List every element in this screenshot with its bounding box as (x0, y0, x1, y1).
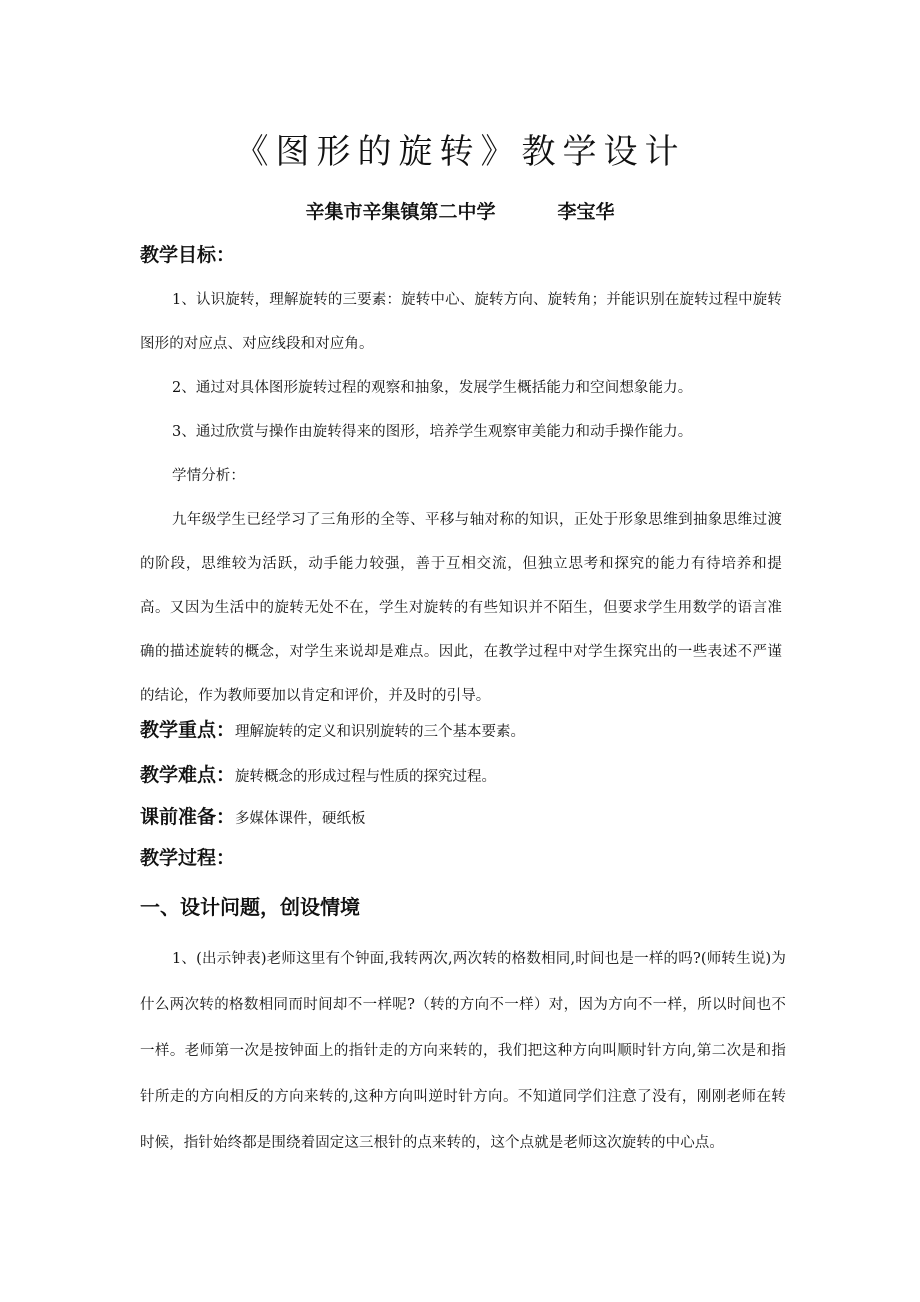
objective-item-1: 1、认识旋转，理解旋转的三要素：旋转中心、旋转方向、旋转角；并能识别在旋转过程中旋转图形的对应点、对应线段和对应角。 (140, 292, 782, 352)
section1-text: 1、(出示钟表)老师这里有个钟面,我转两次,两次转的格数相同,时间也是一样的吗?(师转生说)为什么两次转的格数相同而时间却不一样呢?（转的方向不一样）对，因为方向不一样，所以时间也不一样。老师第一次是按钟面上的指针走的方向来转的，我们把这种方向叫顺时针方向,第二次是和指针所走的方向相反的方向来转的,这种方向叫逆时针方向。不知道同学们注意了没有，刚刚老师在转时候，指针始终都是围绕着固定这三根针的点来转的，这个点就是老师这次旋转的中心点。 (140, 951, 786, 1151)
document-title: 《图形的旋转》教学设计 (234, 132, 686, 172)
objectives-heading: 教学目标： (140, 244, 236, 266)
section1-heading: 一、设计问题，创设情境 (140, 895, 360, 919)
preparation-label: 课前准备： (140, 806, 236, 828)
objective-item-2: 2、通过对具体图形旋转过程的观察和抽象，发展学生概括能力和空间想象能力。 (172, 380, 693, 396)
difficulty-label: 教学难点： (140, 764, 236, 786)
difficulty-row (140, 760, 496, 792)
key-point-row (140, 715, 525, 747)
objective-item-3: 3、通过欣赏与操作由旋转得来的图形，培养学生观察审美能力和动手操作能力。 (172, 424, 693, 440)
analysis-text: 九年级学生已经学习了三角形的全等、平移与轴对称的知识，正处于形象思维到抽象思维过渡的阶段，思维较为活跃，动手能力较强，善于互相交流，但独立思考和探究的能力有待培养和提高。又因为生活中的旋转无处不在，学生对旋转的有些知识并不陌生，但要求学生用数学的语言准确的描述旋转的概念，对学生来说却是难点。因此，在教学过程中对学生探究出的一些表述不严谨的结论，作为教师要加以肯定和评价，并及时的引导。 (140, 512, 782, 704)
analysis-label: 学情分析： (172, 468, 245, 484)
author-line (0, 196, 920, 228)
author-name: 李宝华 (557, 201, 615, 223)
school-name: 辛集市辛集镇第二中学 (305, 201, 496, 223)
key-point-label: 教学重点： (140, 719, 236, 741)
preparation-row (140, 802, 366, 834)
process-heading: 教学过程： (140, 847, 236, 869)
difficulty-text: 旋转概念的形成过程与性质的探究过程。 (235, 769, 497, 785)
preparation-text: 多媒体课件，硬纸板 (235, 811, 366, 827)
key-point-text: 理解旋转的定义和识别旋转的三个基本要素。 (235, 724, 526, 740)
